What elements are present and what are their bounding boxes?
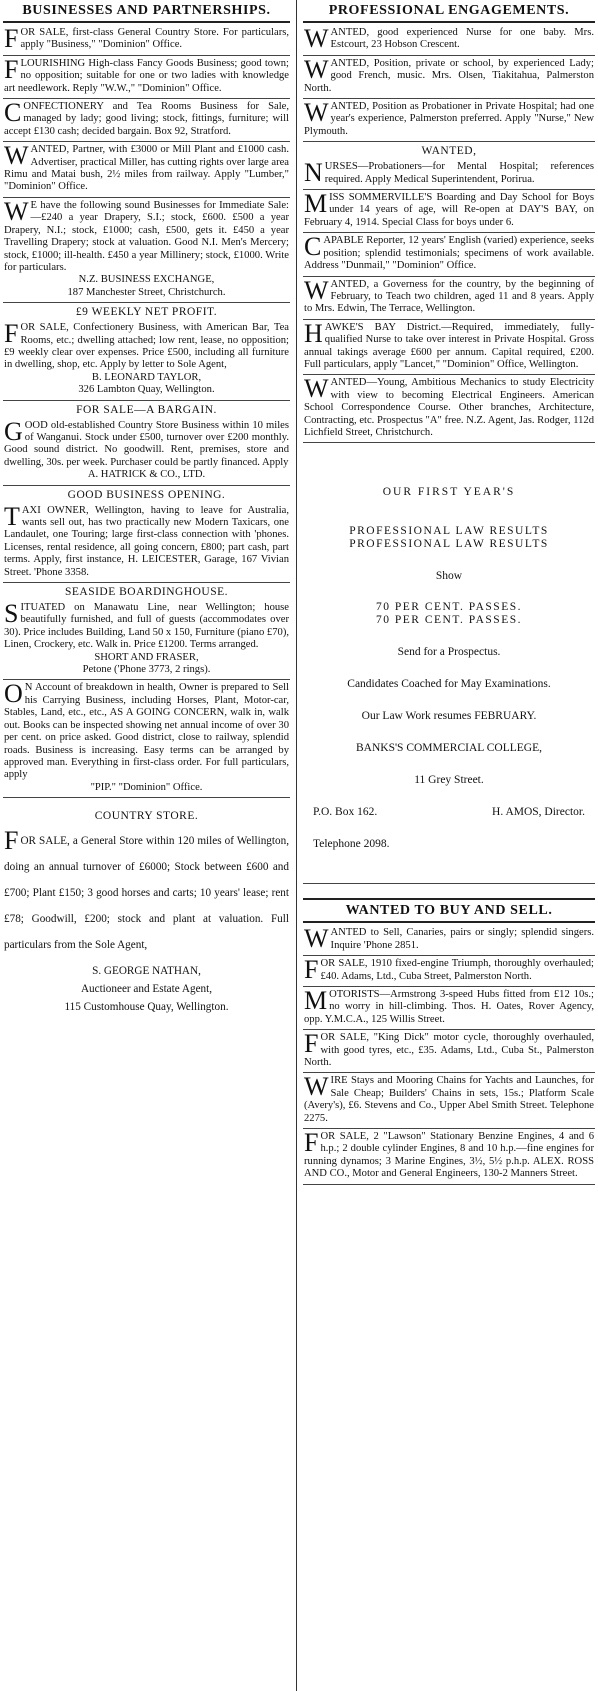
ad-text: NURSES—Probationers—for Mental Hospital; references required. Apply Medical Superintendent, Porirua.: [304, 158, 594, 188]
ad-text: CAPABLE Reporter, 12 years' English (varied) experience, seeks position; splendid testimonials; specimens of work available. Address "Dunmail," "Dominion" Office.: [304, 232, 594, 272]
ad-business-exchange: [3, 198, 290, 303]
college-director: H. AMOS, Director.: [492, 806, 585, 819]
ad-motorists: [303, 987, 595, 1030]
ad-country-store: [3, 824, 290, 962]
ad-text: ON Account of breakdown in health, Owner is prepared to Sell his Carrying Business, including Horses, Plant, Motor-car, Stables, Land, etc., etc., AS A GOING CONCERN, walk in, walk out. Books can be inspected showing net annual income of over 30 per cent. on price asked. Good district, close to railway, splendid roads. Business is increasing. Easy terms can be arranged by approved man. Everything in first-class order. For full particulars, apply: [4, 679, 289, 781]
college-street: 11 Grey Street.: [414, 774, 484, 787]
ad-text: SITUATED on Manawatu Line, near Wellington; house beautifully furnished, and full of guests (accommodates over 30). Price includes Building, Land 50 x 150, Furniture (piano £70), Linen, Crockery, etc. Walk in. Price £1200. Terms arranged.: [4, 599, 289, 651]
ad-text: TAXI OWNER, Wellington, having to leave for Australia, wants sell out, has two practically new Modern Taxicars, one Landaulet, one Touring; large first-class connection with 'phones. Licenses, rental residence, all going concern, £800; part cash, part terms. Apply, first instance, H. LEICESTER, Garage, 167 Vivian Street. 'Phone 3358.: [4, 501, 289, 578]
ad-text: FOR SALE, first-class General Country Store. For particulars, apply "Business," "Dominion" Office.: [4, 24, 289, 53]
college-title: OUR FIRST YEAR'S: [382, 486, 516, 499]
ad-text: FOR SALE, a General Store within 120 miles of Wellington, doing an annual turnover of £6000; Stock between £600 and £700; Plant £150; 3 good horses and carts; 10 years' lease; rent £78; Goodwill, £200; stock and plant at valuation. Full particulars from the Sole Agent,: [4, 826, 289, 952]
college-phone: Telephone 2098.: [313, 838, 390, 851]
ad-headline: FOR SALE—A BARGAIN.: [76, 403, 217, 416]
ad-text: FOR SALE, Confectionery Business, with American Bar, Tea Rooms, etc.; dwelling attached; low rent, lease, no opposition; £9 weekly clear over expenses. Price £500, including all furniture in dwelling, shop, etc. Apply by letter to Sole Agent,: [4, 319, 289, 371]
ad-text: MOTORISTS—Armstrong 3-speed Hubs fitted from £12 10s.; no worry in hill-climbing. Thos. H. Oates, Rover Agency, opp. Y.M.C.A., 125 Willis Street.: [304, 986, 594, 1025]
college-box: P.O. Box 162.: [313, 806, 378, 819]
ad-probationer: [303, 99, 595, 142]
ad-text: WANTED, Position as Probationer in Private Hospital; had one year's experience, Palmerston preferred. Apply "Nurse," New Plymouth.: [304, 98, 594, 137]
ad-signature: A. HATRICK & CO., LTD.: [87, 469, 206, 481]
ad-governess: [303, 277, 595, 320]
ad-sommerville-school: [303, 190, 595, 233]
ad-signature: N.Z. BUSINESS EXCHANGE,: [78, 274, 215, 286]
ad-bargain-store: [3, 418, 290, 486]
ad-boardinghouse: [3, 600, 290, 680]
college-results: PROFESSIONAL LAW RESULTS: [349, 538, 549, 551]
ad-signature: S. GEORGE NATHAN,: [92, 965, 201, 978]
ad-confectionery: [3, 99, 290, 142]
college-contact-row: [313, 805, 585, 819]
section-heading: WANTED TO BUY AND SELL.: [303, 898, 595, 923]
ad-king-dick: [303, 1030, 595, 1073]
ad-headline: COUNTRY STORE.: [94, 810, 199, 823]
ad-headline: GOOD BUSINESS OPENING.: [67, 488, 226, 501]
ad-address: 326 Lambton Quay, Wellington.: [78, 384, 215, 396]
ad-wire-stays: [303, 1073, 595, 1129]
ad-nurse-baby: [303, 25, 595, 56]
ad-hawkes-bay: [303, 320, 595, 376]
ad-text: FLOURISHING High-class Fancy Goods Business; good town; no opposition; suitable for one or two ladies with knowledge art needlework. Reply "W.W.," "Dominion" Office.: [4, 54, 289, 94]
section-heading: BUSINESSES AND PARTNERSHIPS.: [3, 0, 290, 23]
college-results: PROFESSIONAL LAW RESULTS: [349, 525, 549, 538]
ad-text: WIRE Stays and Mooring Chains for Yachts and Launches, for Sale Cheap; Builders' Chains in sets, 15s.; Platform Scale (Avery's), £6. Stevens and Co., Upper Abel Smith Street. Telephone 2275.: [304, 1072, 594, 1124]
ad-position-lady: [303, 56, 595, 99]
ad-text: WANTED, Position, private or school, by experienced Lady; good French, music. Mrs. Olsen, Tiakitahua, Palmerston North.: [304, 54, 594, 94]
ad-signature: B. LEONARD TAYLOR,: [91, 371, 202, 383]
ad-address: 115 Customhouse Quay, Wellington.: [64, 1001, 229, 1014]
ad-headline: SEASIDE BOARDINGHOUSE.: [64, 586, 229, 599]
ad-carrying-business: [3, 680, 290, 798]
ad-signature: "PIP." "Dominion" Office.: [90, 781, 203, 793]
left-column: [3, 0, 290, 1016]
college-passes: 70 PER CENT. PASSES.: [376, 614, 522, 627]
ad-signature-title: Auctioneer and Estate Agent,: [80, 983, 213, 996]
ad-general-store: [3, 25, 290, 56]
ad-reporter: [303, 233, 595, 276]
college-resumes: Our Law Work resumes FEBRUARY.: [361, 710, 537, 723]
column-divider: [296, 0, 297, 1691]
ad-text: FOR SALE, "King Dick" motor cycle, thoroughly overhauled, with good tyres, etc., £35. Adams, Ltd., Cuba St., Palmerston North.: [304, 1029, 594, 1069]
ad-fancy-goods: [3, 56, 290, 99]
ad-text: GOOD old-established Country Store Business within 10 miles of Wanganui. Stock under £500, turnover over £200 monthly. Good sound district. No goodwill. Rent, premises, store and dwelling, 30s. per week. Purchaser could be partly financed. Apply: [4, 416, 289, 468]
ad-text: MISS SOMMERVILLE'S Boarding and Day School for Boys under 14 years of age, will Re-open at DAY'S BAY, on February 4, 1914. Special Class for boys under 6.: [304, 189, 594, 228]
ad-headline: WANTED,: [421, 145, 477, 158]
right-column: [303, 0, 595, 1185]
ad-text: HAWKE'S BAY District.—Required, immediately, fully-qualified Nurse to take over interest in Private Hospital. Gross annual takings average £600 per annum. Capital required, £200. Full particulars, apply "Lancet," "Dominion" Office, Wellington.: [304, 318, 594, 370]
ad-triumph: [303, 956, 595, 987]
ad-text: FOR SALE, 2 "Lawson" Stationary Benzine Engines, 4 and 6 h.p.; 2 double cylinder Engines, 8 and 10 h.p.—fine engines for running dynamos; 3 Marine Engines, 3½, 5½ p.h.p. ALEX. ROSS AND CO., Motor and General Engineers, 130-2 Manners Street.: [304, 1128, 594, 1180]
ad-text: WANTED, Partner, with £3000 or Mill Plant and £1000 cash. Advertiser, practical Miller, has cutting rights over large area Rimu and Matai bush, 2½ miles from railway. Apply "Lumber," "Dominion" Office.: [4, 141, 289, 193]
ad-lawson-engines: [303, 1129, 595, 1185]
ad-address: 187 Manchester Street, Christchurch.: [67, 286, 226, 298]
college-coached: Candidates Coached for May Examinations.: [347, 678, 551, 691]
ad-partner-mill: [3, 142, 290, 198]
ad-canaries: [303, 925, 595, 956]
ad-text: CONFECTIONERY and Tea Rooms Business for Sale, managed by lady; good living; stock, fittings, furniture; will accept £130 cash; decided bargain. Box 92, Stratford.: [4, 98, 289, 137]
college-show: Show: [435, 570, 463, 583]
ad-text: WANTED—Young, Ambitious Mechanics to study Electricity with view to becoming Electrical Engineers. American School Correspondence Course. Other branches, Architecture, Contracting, etc. Prospectus "A" free. N.Z. Agent, Jas. Rodger, 112d Lichfield Street, Christchurch.: [304, 374, 594, 438]
ad-text: FOR SALE, 1910 fixed-engine Triumph, thoroughly overhauled; £40. Adams, Ltd., Cuba Street, Palmerston North.: [304, 955, 594, 985]
section-heading: PROFESSIONAL ENGAGEMENTS.: [303, 0, 595, 23]
ad-taxi-owner: [3, 503, 290, 583]
college-name: BANKS'S COMMERCIAL COLLEGE,: [356, 742, 542, 755]
college-passes: 70 PER CENT. PASSES.: [376, 601, 522, 614]
ad-text: WANTED to Sell, Canaries, pairs or singly; splendid singers. Inquire 'Phone 2851.: [304, 924, 594, 954]
ad-headline: £9 WEEKLY NET PROFIT.: [75, 306, 218, 319]
ad-nurses-mental: [303, 159, 595, 190]
ad-electricity: [303, 375, 595, 443]
ad-address: Petone ('Phone 3773, 2 rings).: [82, 664, 211, 676]
ad-text: WE have the following sound Businesses for Immediate Sale:—£240 a year Drapery, S.I.; stock, £600. £500 a year Drapery, N.I.; stock, £1000; cash, £500, gets it. £450 a year Travelling Drapery; stock at valuation. Good N.I. Men's Mercery; stock, £1000; ill-health. £450 a year Millinery; stock, £1000. Write for particulars.: [4, 196, 289, 273]
ad-signature: SHORT AND FRASER,: [94, 651, 199, 663]
ad-text: WANTED, good experienced Nurse for one baby. Mrs. Estcourt, 23 Hobson Crescent.: [304, 24, 594, 53]
college-prospectus: Send for a Prospectus.: [397, 646, 501, 659]
college-ad: [303, 443, 595, 884]
ad-text: WANTED, a Governess for the country, by the beginning of February, to Teach two children, aged 11 and 8 years. Apply to Mrs. Edwin, The Terrace, Wellington.: [304, 275, 594, 315]
ad-weekly-profit: [3, 320, 290, 400]
